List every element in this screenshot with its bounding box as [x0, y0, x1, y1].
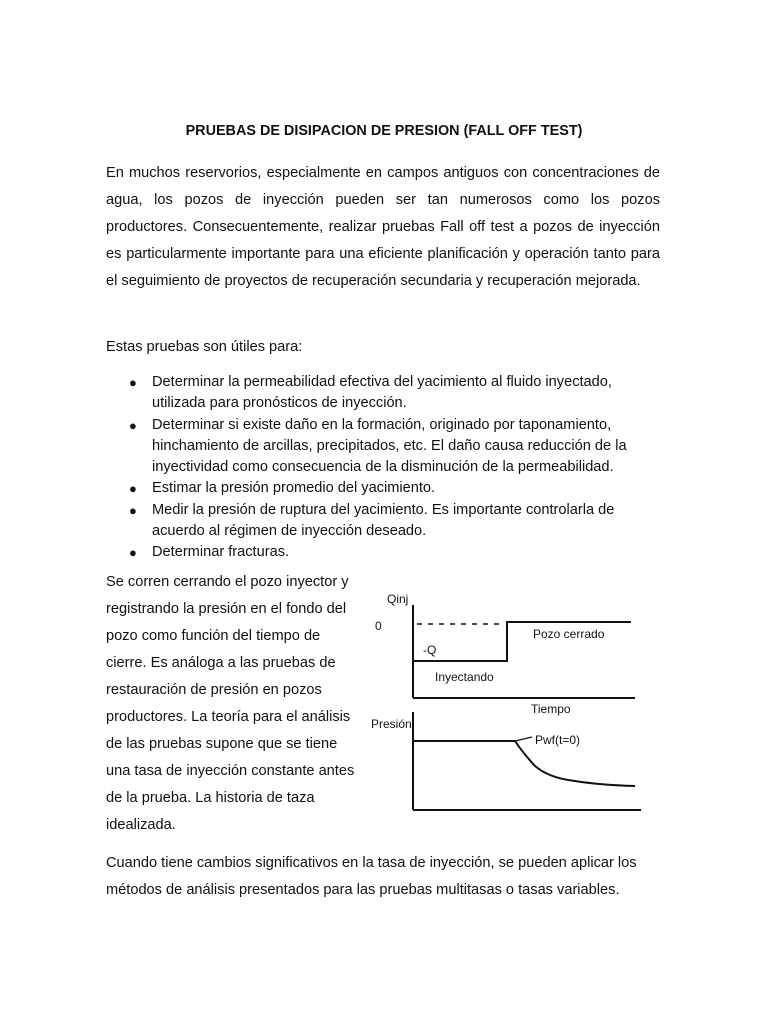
list-item	[106, 500, 660, 543]
pressure-falloff-curve	[413, 741, 635, 786]
pwf-pointer-line	[515, 737, 532, 741]
bullet-icon: ●	[129, 375, 137, 390]
pressure-axis-label: Presión	[371, 717, 412, 731]
qinj-axis-label: Qinj	[387, 592, 409, 606]
bullet-icon: ●	[129, 481, 137, 497]
bullet-icon: ●	[129, 417, 137, 433]
list-item	[106, 478, 660, 499]
list-intro: Estas pruebas son útiles para:	[106, 339, 303, 355]
list-item-text: Determinar fracturas.	[152, 544, 290, 561]
closed-label: Pozo cerrado	[533, 627, 605, 641]
list-item-text: Medir la presión de ruptura del yacimiento. Es importante controlarla de acuerdo al régimen de inyección deseado.	[152, 501, 615, 540]
document-title: PRUEBAS DE DISIPACION DE PRESION (FALL OFF TEST)	[185, 123, 583, 139]
neg-q-label: -Q	[423, 643, 437, 657]
rate-pressure-diagram	[365, 582, 645, 822]
uses-list	[106, 372, 660, 564]
injecting-label: Inyectando	[435, 670, 494, 684]
list-item	[106, 372, 660, 415]
method-paragraph: Se corren cerrando el pozo inyector y registrando la presión en el fondo del pozo como función del tiempo de cierre. Es análoga a las pruebas de restauración de presión en pozos productores. La teoría para el análisis de las pruebas supone que se tiene una tasa de inyección constante antes de la prueba. La historia de taza idealizada.	[106, 574, 355, 833]
closing-paragraph: Cuando tiene cambios significativos en la tasa de inyección, se pueden aplicar los métodos de análisis presentados para las pruebas multitasas o tasas variables.	[106, 855, 637, 898]
zero-label: 0	[375, 619, 382, 633]
list-item-text: Determinar si existe daño en la formación, originado por taponamiento, hinchamiento de arcillas, precipitados, etc. El daño causa reducción de la inyectividad como consecuencia de la disminución de la permeabilidad.	[152, 416, 627, 476]
time-label: Tiempo	[531, 702, 571, 716]
list-item	[106, 542, 660, 563]
bullet-icon: ●	[129, 545, 137, 561]
bullet-icon: ●	[129, 502, 137, 518]
list-item-text: Determinar la permeabilidad efectiva del yacimiento al fluido inyectado, utilizada para pronósticos de inyección.	[152, 374, 612, 412]
list-item	[106, 415, 660, 479]
intro-paragraph: En muchos reservorios, especialmente en campos antiguos con concentraciones de agua, los pozos de inyección pueden ser tan numerosos como los pozos productores. Consecuentemente, realizar pruebas Fall off test a pozos de inyección es particularmente importante para una eficiente planificación y operación tanto para el seguimiento de proyectos de recuperación secundaria y recuperación mejorada.	[106, 165, 660, 289]
pwf-label: Pwf(t=0)	[535, 733, 581, 747]
list-item-text: Estimar la presión promedio del yacimiento.	[152, 480, 436, 497]
